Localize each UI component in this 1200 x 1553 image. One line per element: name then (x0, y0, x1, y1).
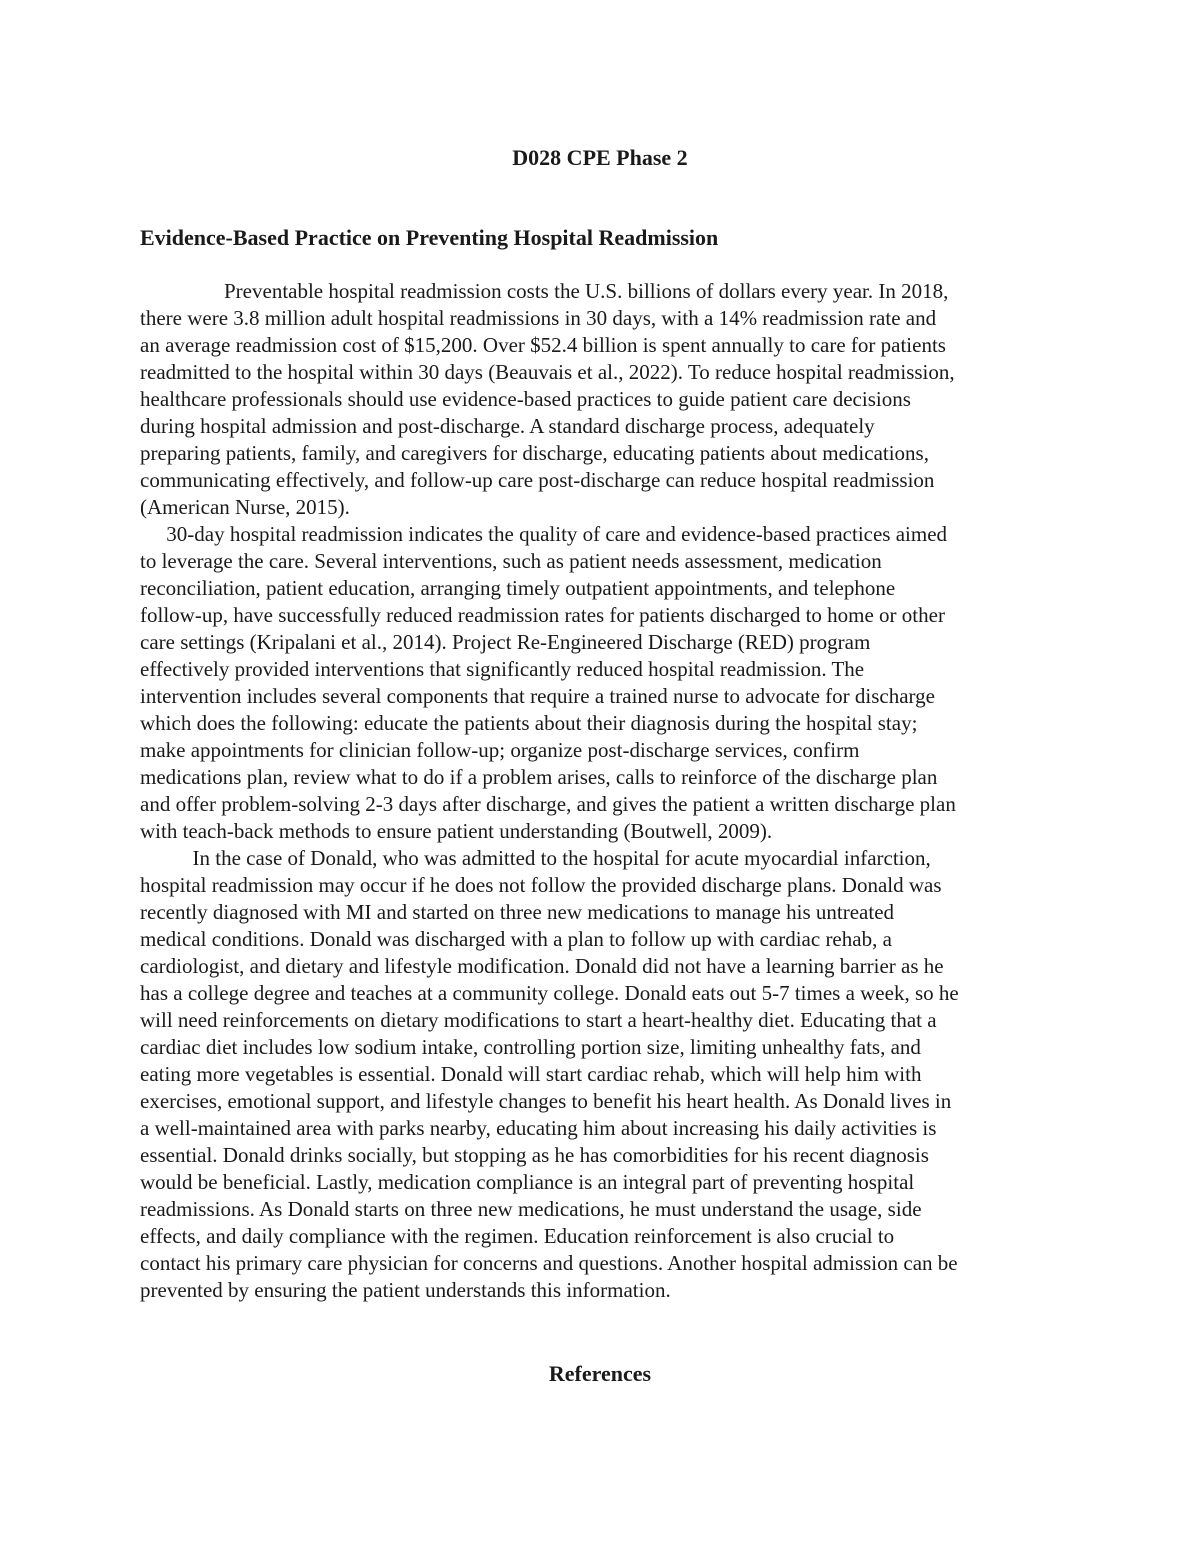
body-text-line: reconciliation, patient education, arranging timely outpatient appointments, and telephone (140, 576, 896, 600)
body-text-line: essential. Donald drinks socially, but stopping as he has comorbidities for his recent diagnosis (140, 1143, 929, 1167)
body-text-line: prevented by ensuring the patient understands this information. (140, 1278, 671, 1302)
body-text-line: exercises, emotional support, and lifestyle changes to benefit his heart health. As Donald lives in (140, 1089, 952, 1113)
body-text-line: with teach-back methods to ensure patient understanding (Boutwell, 2009). (140, 819, 773, 843)
body-text-line: readmitted to the hospital within 30 days (Beauvais et al., 2022). To reduce hospital readmission, (140, 360, 955, 384)
body-text (140, 278, 1070, 1304)
body-text-line: eating more vegetables is essential. Donald will start cardiac rehab, which will help him with (140, 1062, 922, 1086)
section-heading: Evidence-Based Practice on Preventing Hospital Readmission (140, 225, 719, 250)
body-text-line: which does the following: educate the patients about their diagnosis during the hospital stay; (140, 711, 918, 735)
references-heading: References (548, 1361, 652, 1386)
body-text-line: make appointments for clinician follow-up; organize post-discharge services, confirm (140, 738, 860, 762)
body-text-line: readmissions. As Donald starts on three new medications, he must understand the usage, side (140, 1197, 922, 1221)
body-text-line: care settings (Kripalani et al., 2014). Project Re-Engineered Discharge (RED) program (140, 630, 871, 654)
body-text-line: follow-up, have successfully reduced readmission rates for patients discharged to home or other (140, 603, 945, 627)
body-text-line: would be beneficial. Lastly, medication compliance is an integral part of preventing hospital (140, 1170, 915, 1194)
body-text-line: Preventable hospital readmission costs the U.S. billions of dollars every year. In 2018, (140, 279, 949, 303)
body-text-line: preparing patients, family, and caregivers for discharge, educating patients about medications, (140, 441, 929, 465)
body-text-line: and offer problem-solving 2-3 days after discharge, and gives the patient a written discharge plan (140, 792, 956, 816)
body-text-line: effects, and daily compliance with the regimen. Education reinforcement is also crucial to (140, 1224, 895, 1248)
body-text-line: there were 3.8 million adult hospital readmissions in 30 days, with a 14% readmission rate and (140, 306, 937, 330)
body-text-line: cardiac diet includes low sodium intake, controlling portion size, limiting unhealthy fats, and (140, 1035, 921, 1059)
body-text-line: medical conditions. Donald was discharged with a plan to follow up with cardiac rehab, a (140, 927, 892, 951)
body-text-line: communicating effectively, and follow-up care post-discharge can reduce hospital readmission (140, 468, 935, 492)
body-text-line: a well-maintained area with parks nearby, educating him about increasing his daily activities is (140, 1116, 937, 1140)
document-title: D028 CPE Phase 2 (512, 145, 688, 170)
body-text-line: during hospital admission and post-discharge. A standard discharge process, adequately (140, 414, 875, 438)
body-text-line: contact his primary care physician for concerns and questions. Another hospital admission can be (140, 1251, 958, 1275)
body-text-line: 30-day hospital readmission indicates the quality of care and evidence-based practices aimed (140, 522, 948, 546)
body-text-line: hospital readmission may occur if he does not follow the provided discharge plans. Donald was (140, 873, 942, 897)
body-text-line: an average readmission cost of $15,200. Over $52.4 billion is spent annually to care for patients (140, 333, 946, 357)
body-text-line: intervention includes several components that require a trained nurse to advocate for discharge (140, 684, 935, 708)
body-text-line: In the case of Donald, who was admitted to the hospital for acute myocardial infarction, (140, 846, 931, 870)
body-text-line: recently diagnosed with MI and started on three new medications to manage his untreated (140, 900, 895, 924)
body-text-line: has a college degree and teaches at a community college. Donald eats out 5-7 times a week, so he (140, 981, 959, 1005)
body-text-line: effectively provided interventions that significantly reduced hospital readmission. The (140, 657, 865, 681)
body-text-line: will need reinforcements on dietary modifications to start a heart-healthy diet. Educating that a (140, 1008, 937, 1032)
body-text-line: medications plan, review what to do if a problem arises, calls to reinforce of the discharge plan (140, 765, 938, 789)
body-text-line: healthcare professionals should use evidence-based practices to guide patient care decisions (140, 387, 911, 411)
body-text-line: to leverage the care. Several interventions, such as patient needs assessment, medication (140, 549, 882, 573)
body-text-line: cardiologist, and dietary and lifestyle modification. Donald did not have a learning barrier as he (140, 954, 944, 978)
body-text-line: (American Nurse, 2015). (140, 495, 350, 519)
